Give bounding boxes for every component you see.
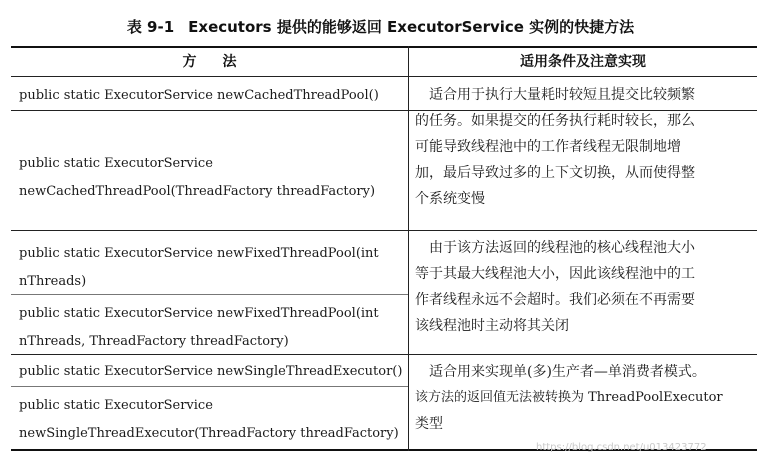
note-cell <box>415 359 753 437</box>
note-line: 个系统变慢 <box>415 191 485 207</box>
method-line: public static ExecutorService newFixedThreadPool(int <box>19 306 379 321</box>
table-number: 表 9-1 <box>126 18 175 36</box>
method-cell <box>19 240 379 296</box>
note-line: 等于其最大线程池大小，因此该线程池中的工 <box>415 266 695 282</box>
note-line: 加，最后导致过多的上下文切换，从而使得整 <box>415 165 695 181</box>
method-line: public static ExecutorService newSingleThreadExecutor() <box>19 364 403 379</box>
note-line: 作者线程永远不会超时。我们必须在不再需要 <box>415 292 695 308</box>
note-line: 适合用来实现单(多)生产者—单消费者模式。 <box>429 364 706 380</box>
method-line: public static ExecutorService <box>19 156 213 171</box>
note-line: 可能导致线程池中的工作者线程无限制地增 <box>415 139 681 155</box>
method-cell <box>19 392 399 448</box>
table-top-rule <box>11 46 757 48</box>
method-line: public static ExecutorService <box>19 398 213 413</box>
method-line: nThreads) <box>19 274 87 289</box>
method-divider <box>11 386 408 387</box>
note-line: 适合用于执行大量耗时较短且提交比较频繁 <box>429 87 695 103</box>
method-line: newSingleThreadExecutor(ThreadFactory threadFactory) <box>19 426 399 441</box>
watermark: https://blog.csdn.net/u013423772 <box>536 442 707 453</box>
column-divider <box>408 46 409 451</box>
method-line: public static ExecutorService newCachedThreadPool() <box>19 88 379 103</box>
method-line: public static ExecutorService newFixedThreadPool(int <box>19 246 379 261</box>
group-divider <box>11 230 757 231</box>
method-cell <box>19 88 379 104</box>
method-cell <box>19 364 402 380</box>
method-cell <box>19 300 379 356</box>
header-rule <box>11 76 757 77</box>
executors-methods-table <box>11 46 757 451</box>
table-caption <box>0 16 761 37</box>
note-line: 的任务。如果提交的任务执行耗时较长，那么 <box>415 113 695 129</box>
note-line: 该方法的返回值无法被转换为 ThreadPoolExecutor <box>415 390 723 405</box>
header-method: 方法 <box>182 54 263 70</box>
note-cell <box>415 235 753 339</box>
note-line: 类型 <box>415 416 443 432</box>
method-line: nThreads, ThreadFactory threadFactory) <box>19 334 289 349</box>
method-line: newCachedThreadPool(ThreadFactory threadFactory) <box>19 184 376 199</box>
table-title: Executors 提供的能够返回 ExecutorService 实例的快捷方法 <box>188 18 635 36</box>
note-cell <box>415 82 753 212</box>
note-line: 由于该方法返回的线程池的核心线程池大小 <box>429 240 695 256</box>
note-line: 该线程池时主动将其关闭 <box>415 318 569 334</box>
header-notes: 适用条件及注意实现 <box>520 54 646 70</box>
method-cell <box>19 150 375 206</box>
